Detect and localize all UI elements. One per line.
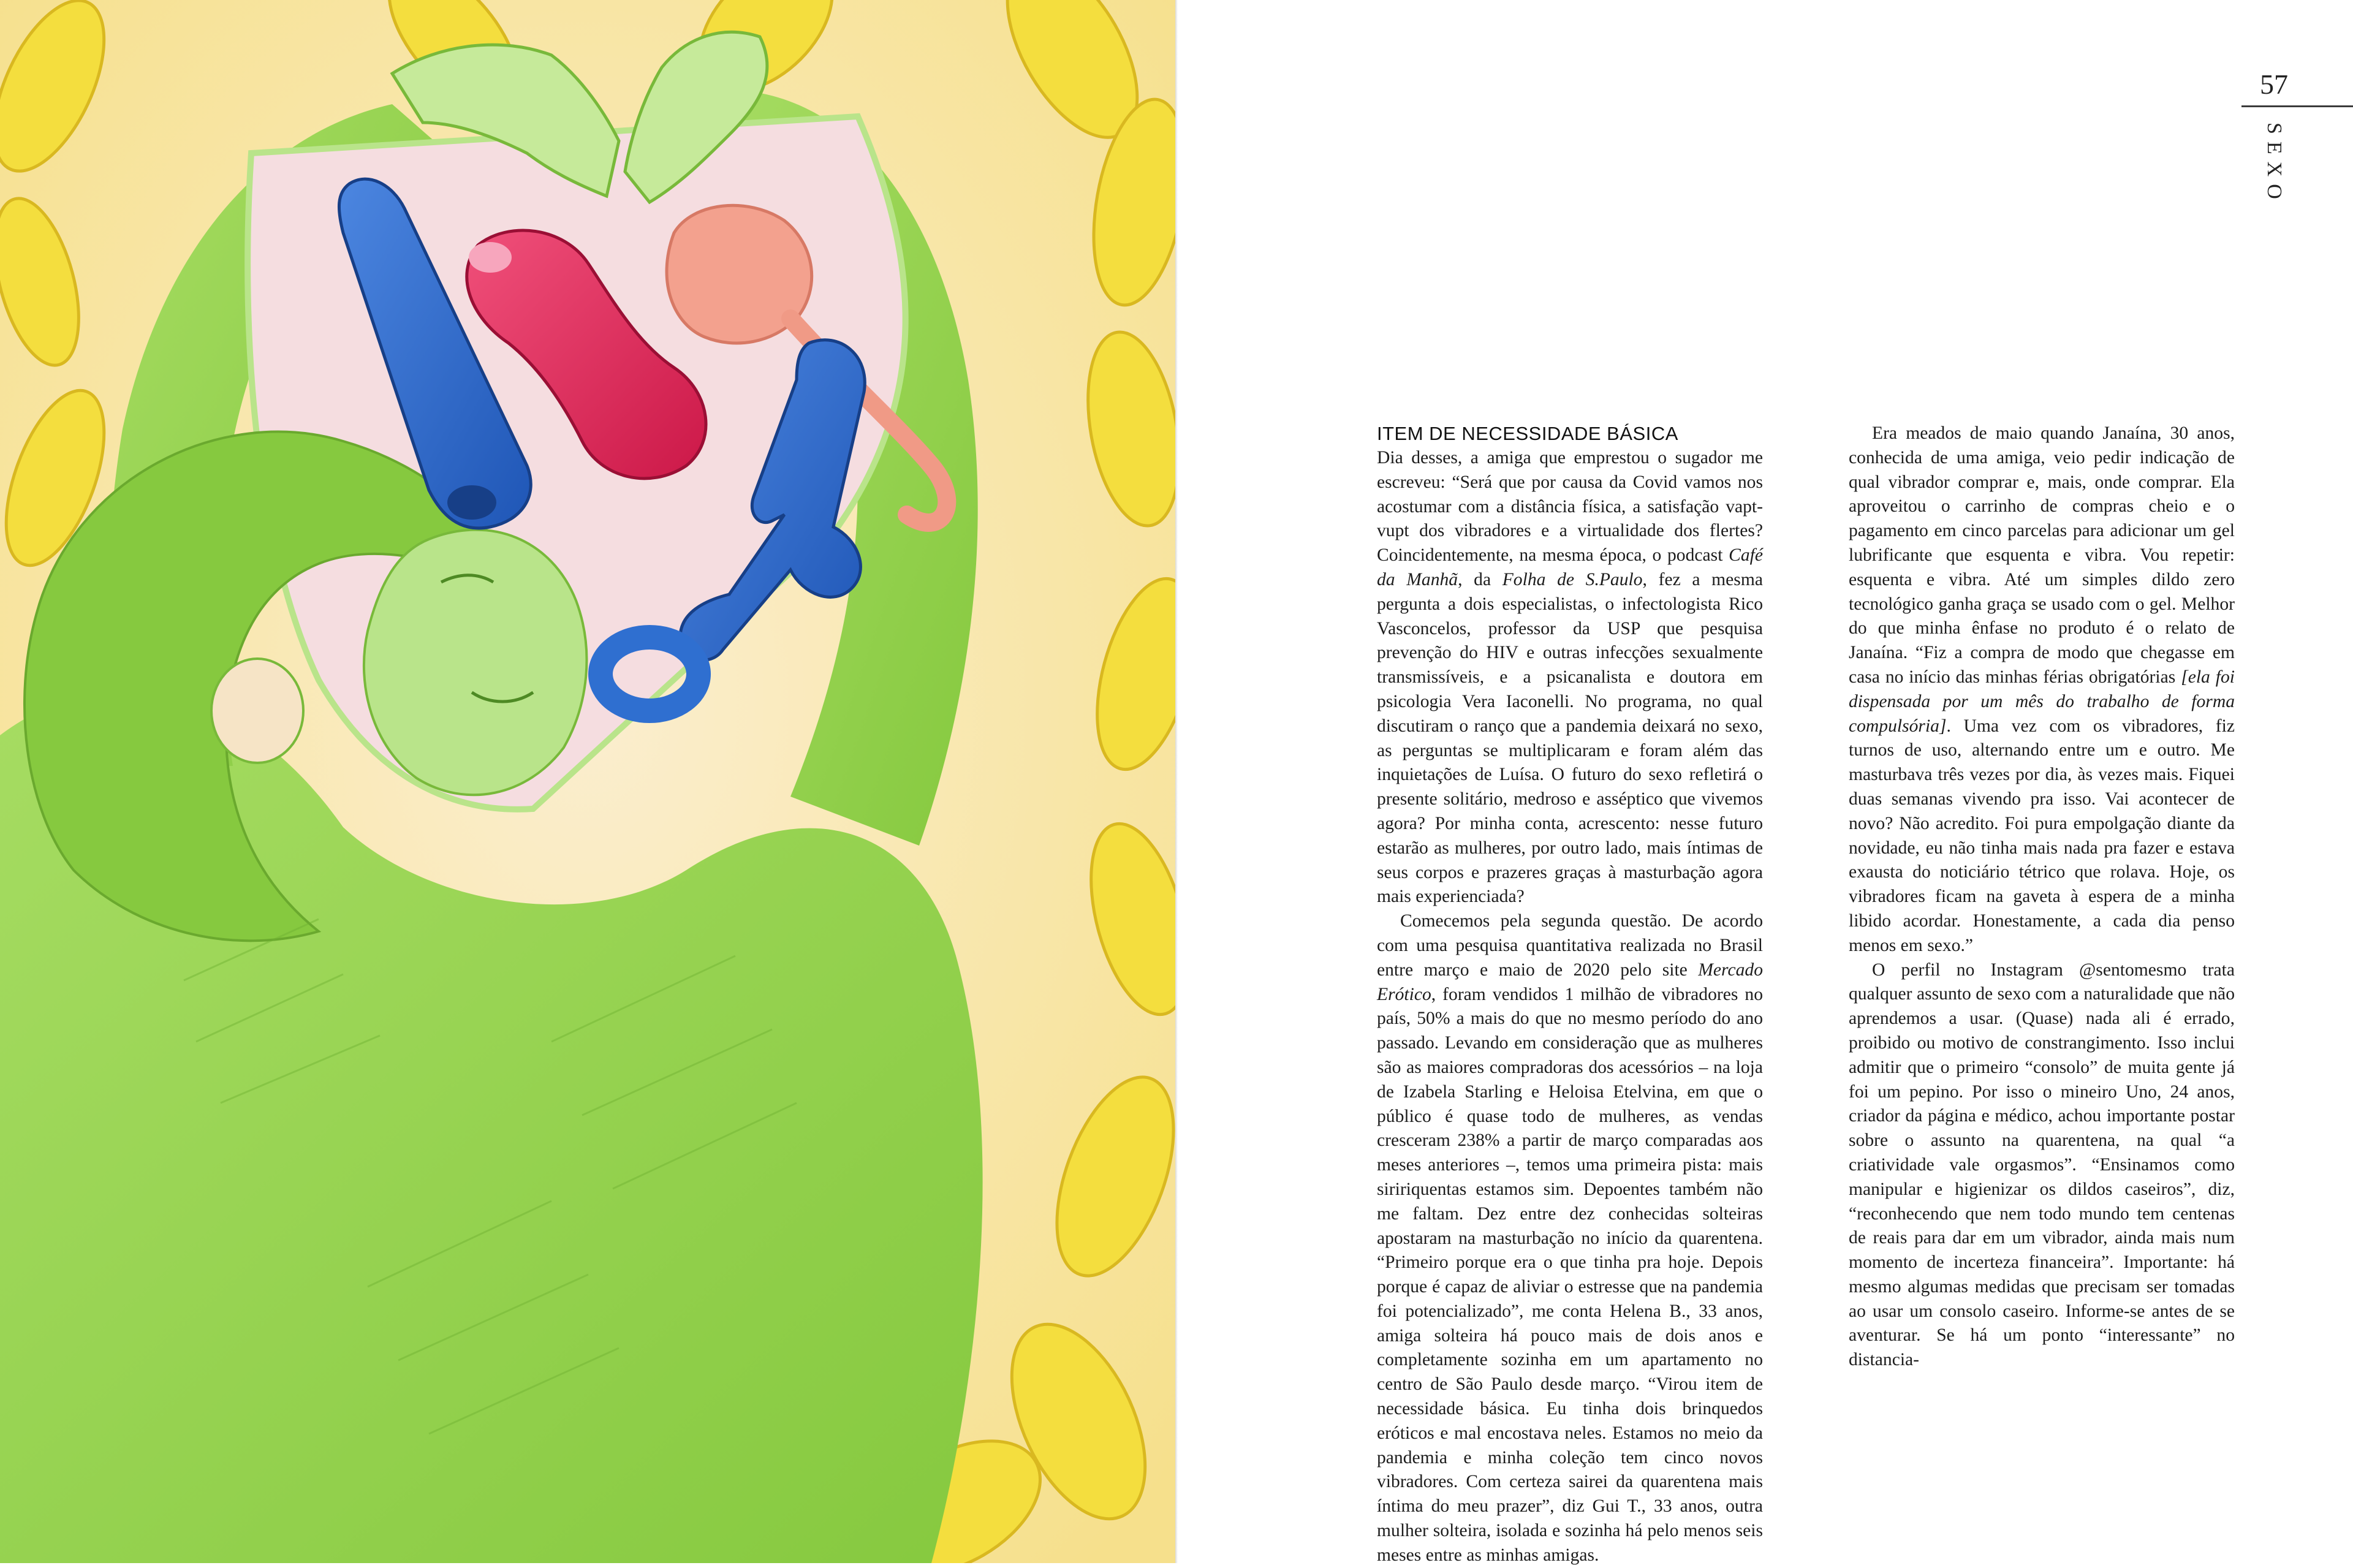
paragraph: Era meados de maio quando Janaína, 30 anos, conhecida de uma amiga, veio pedir indicação de qual vibrador comprar e, mais, onde comprar. Ela aproveitou o carrinho de compras cheio e o pagamento em cinco parcelas para adicionar um gel lubrificante que esquenta e vibra. Vou repetir: esquenta e vibra. Até um simples dildo zero tecnológico ganha graça se usado com o gel. Melhor do que minha ênfase no produto é o relato de Janaína. “Fiz a compra de modo que chegasse em casa no início das minhas férias obrigatórias [ela foi dispensada por um mês do trabalho de forma compulsória]. Uma vez com os vibradores, fiz turnos de uso, alternando entre um e outro. Me masturbava três vezes por dia, às vezes mais. Fiquei duas semanas vivendo pra isso. Vai acontecer de novo? Não acredito. Foi pura empolgação diante da novidade, eu não tinha mais nada pra fazer e estava exausta do noticiário tétrico que rolava. Hoje, os vibradores ficam na gaveta à espera de a minha libido acordar. Honestamente, a cada dia penso menos em sexo.” — [1849, 423, 2235, 955]
folio-rule — [2241, 105, 2353, 107]
paragraph: Comecemos pela segunda questão. De acordo com uma pesquisa quantitativa realizada no Brasil entre março e maio de 2020 pelo site Mercado Erótico, foram vendidos 1 milhão de vibradores no país, 50% a mais do que no mesmo período do ano passado. Levando em consideração que as mulheres são as maiores compradoras dos acessórios – na loja de Izabela Starling e Heloisa Etelvina, em que o público é quase todo de mulheres, as vendas cresceram 238% a partir de março comparadas aos meses anteriores –, temos uma primeira pista: mais siririquentas estamos sim. Depoentes também não me faltam. Dez entre dez conhecidas solteiras apostaram na masturbação no início da quarentena. “Primeiro porque era o que tinha pra hoje. Depois porque é capaz de aliviar o estresse que na pandemia foi potencializado”, me conta Helena B., 33 anos, amiga solteira há pouco mais de dois anos e completamente sozinha em um apartamento no centro de São Paulo desde março. “Virou item de necessidade básica. Eu tinha dois brinquedos eróticos e mal encostava neles. Estamos no meio da pandemia e minha coleção tem cinco novos vibradores. Com certeza sairei da quarentena mais íntima do meu prazer”, diz Gui T., 33 anos, outra mulher solteira, isolada e sozinha há pelo menos seis meses entre as minhas amigas. — [1377, 911, 1763, 1565]
illustration-artwork — [0, 0, 1175, 1563]
article-column-2 — [1849, 422, 2235, 1373]
article-heading: ITEM DE NECESSIDADE BÁSICA — [1377, 423, 1678, 444]
section-label: SEXO — [2263, 123, 2286, 206]
page-gutter — [1175, 0, 1178, 1563]
illustration — [0, 0, 1175, 1563]
article-column-1 — [1377, 422, 1763, 1568]
paragraph: O perfil no Instagram @sentomesmo trata qualquer assunto de sexo com a naturalidade que não aprendemos a usar. (Quase) nada ali é errado, proibido ou motivo de constrangimento. Isso inclui admitir que o primeiro “consolo” de muita gente já foi um pepino. Por isso o mineiro Uno, 24 anos, criador da página e médico, achou importante postar sobre o assunto na quarentena, na qual “a criatividade vale orgasmos”. “Ensinamos como manipular e higienizar os dildos caseiros”, diz, “reconhecendo que nem todo mundo tem centenas de reais para dar em um vibrador, ainda mais num momento de incerteza financeira”. Importante: há mesmo algumas medidas que precisam ser tomadas ao usar um consolo caseiro. Informe-se antes de se aventurar. Se há um ponto “interessante” no distancia- — [1849, 960, 2235, 1370]
paragraph: Dia desses, a amiga que emprestou o sugador me escreveu: “Será que por causa da Covid vamos nos acostumar com a distância física, a satisfação vapt-vupt dos vibradores e a virtualidade dos flertes? Coincidentemente, na mesma época, o podcast Café da Manhã, da Folha de S.Paulo, fez a mesma pergunta a dois especialistas, o infectologista Rico Vasconcelos, professor da USP que pesquisa prevenção do HIV e outras infecções sexualmente transmissíveis, e a psicanalista e doutora em psicologia Vera Iaconelli. No programa, no qual discutiram o ranço que a pandemia deixará no sexo, as perguntas se multiplicaram e foram além das inquietações de Luísa. O futuro do sexo refletirá o presente solitário, medroso e asséptico que vivemos agora? Por minha conta, acrescento: nesse futuro estarão as mulheres, por outro lado, mais íntimas de seus corpos e prazeres graças à masturbação agora mais experienciada? — [1377, 448, 1763, 907]
page-number: 57 — [2260, 69, 2288, 100]
